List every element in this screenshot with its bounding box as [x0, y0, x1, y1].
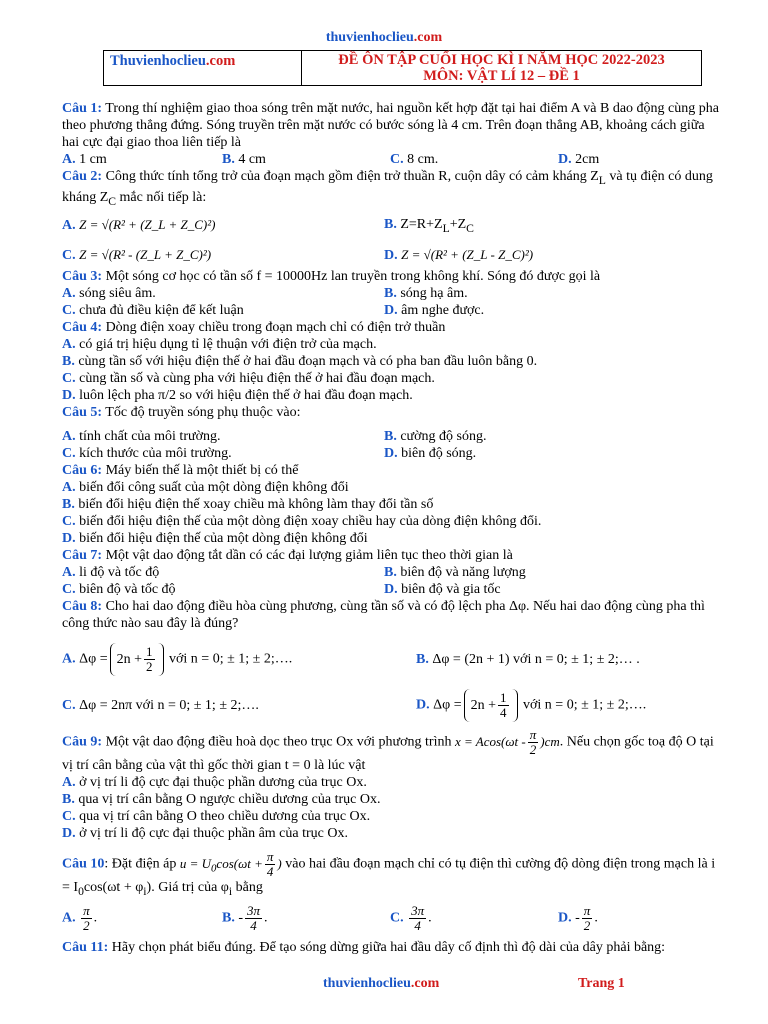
- q8-options-ab: [62, 638, 722, 680]
- q4-option-a[interactable]: A. có giá trị hiệu dụng tỉ lệ thuận với điện trở của mạch.: [62, 337, 377, 353]
- q7-option-b[interactable]: B. biên độ và năng lượng: [384, 565, 526, 581]
- header-site: Thuvienhoclieu.com: [104, 51, 302, 85]
- q4-option-d[interactable]: D. luôn lệch pha π/2 so với hiệu điện thế ở hai đầu đoạn mạch.: [62, 388, 413, 404]
- question-8: Câu 8: Cho hai dao động điều hòa cùng phương, cùng tần số và có độ lệch pha Δφ. Nếu hai dao động cùng pha thì công thức nào sau đây là đúng?: [62, 599, 705, 632]
- q1-option-d[interactable]: D. 2cm: [558, 152, 600, 167]
- q10-option-a[interactable]: A. $\frac{\pi}{2}$ .: [62, 903, 98, 934]
- q7-options-cd: [62, 581, 722, 598]
- q1-options: [62, 151, 722, 168]
- q9-option-c[interactable]: C. qua vị trí cân bằng O theo chiều dương của trục Ox.: [62, 809, 371, 825]
- question-6: Câu 6: Máy biến thế là một thiết bị có thể: [62, 463, 299, 479]
- q3-option-d[interactable]: D. âm nghe được.: [384, 303, 485, 319]
- q7-option-a[interactable]: A. li độ và tốc độ: [62, 565, 160, 581]
- exam-subject: MÔN: VẬT LÍ 12 – ĐỀ 1: [423, 68, 580, 84]
- question-11: Câu 11: Hãy chọn phát biểu đúng. Để tạo sóng dừng giữa hai đầu dây cố định thì độ dài của dây phải bằng:: [62, 940, 666, 956]
- q5-option-d[interactable]: D. biên độ sóng.: [384, 446, 477, 462]
- question-5: Câu 5: Tốc độ truyền sóng phụ thuộc vào:: [62, 405, 301, 421]
- q3-option-a[interactable]: A. sóng siêu âm.: [62, 286, 156, 302]
- q8-option-c[interactable]: C. Δφ = 2nπ với n = 0; ± 1; ± 2;….: [62, 697, 259, 713]
- q1-option-a[interactable]: A. 1 cm: [62, 152, 107, 167]
- q7-options-ab: [62, 564, 722, 581]
- q5-option-c[interactable]: C. kích thước của môi trường.: [62, 446, 232, 462]
- q3-option-c[interactable]: C. chưa đủ điều kiện để kết luận: [62, 303, 244, 319]
- q5-option-b[interactable]: B. cường độ sóng.: [384, 429, 487, 445]
- q8-option-b[interactable]: B. Δφ = (2n + 1) với n = 0; ± 1; ± 2;… .: [416, 651, 640, 667]
- q6-option-a[interactable]: A. biến đổi công suất của một dòng điện không đổi: [62, 480, 349, 496]
- q7-option-c[interactable]: C. biên độ và tốc độ: [62, 582, 176, 598]
- q10-options: [62, 904, 722, 933]
- q2-option-b[interactable]: B. $Z=R+Z_L+Z_C$: [384, 216, 474, 235]
- q8-options-cd: [62, 684, 722, 726]
- q3-options-ab: [62, 285, 722, 302]
- q10-option-c[interactable]: C. $\frac{3\pi}{4}$ .: [390, 903, 432, 934]
- question-9: Câu 9: Một vật dao động điều hoà dọc theo trục Ox với phương trình x = Acos(ωt - $\frac{\pi}{2}$ )cm. Nếu chọn gốc toạ độ O tại vị trí cân bằng của vật thì gốc thời gian t = 0 là lúc vật: [62, 727, 714, 774]
- q9-option-d[interactable]: D. ở vị trí li độ cực đại thuộc phần âm của trục Ox.: [62, 826, 348, 842]
- q2-option-d[interactable]: D. Z = √(R² + (Z_L - Z_C)²): [384, 247, 534, 264]
- q2-options-cd: [62, 246, 722, 264]
- q2-options-ab: [62, 216, 722, 237]
- q3-option-b[interactable]: B. sóng hạ âm.: [384, 286, 468, 302]
- footer-site: thuvienhoclieu.com: [323, 976, 440, 991]
- header-title: [302, 51, 701, 85]
- question-3: Câu 3: Một sóng cơ học có tần số f = 10000Hz lan truyền trong không khí. Sóng đó được gọi là: [62, 269, 601, 285]
- q9-equation: x = Acos(ωt - $\frac{\pi}{2}$ )cm: [454, 727, 560, 758]
- q9-option-b[interactable]: B. qua vị trí cân bằng O ngược chiều dương của trục Ox.: [62, 792, 381, 808]
- header-box: [103, 50, 702, 86]
- q10-option-b[interactable]: B. - $\frac{3\pi}{4}$ .: [222, 903, 268, 934]
- q7-option-d[interactable]: D. biên độ và gia tốc: [384, 582, 501, 598]
- q8-a-expr: 2n + $\frac{1}{2}$: [110, 643, 164, 676]
- q6-option-b[interactable]: B. biến đổi hiệu điện thế xoay chiều mà không làm thay đổi tần số: [62, 497, 434, 513]
- question-10: Câu 10: Đặt điện áp $u = U_0\cos(\omega t$ + $\frac{\pi}{4}$ ) vào hai đầu đoạn mạch chỉ có tụ điện thì cường độ dòng điện trong mạch là $i = I_0\cos(\omega t + \varphi_i)$. Giá trị của $\varphi_i$ bằng: [62, 849, 716, 899]
- page-number: Trang 1: [578, 976, 625, 991]
- q1-option-c[interactable]: C. 8 cm.: [390, 152, 439, 167]
- q4-option-c[interactable]: C. cùng tần số và cùng pha với hiệu điện thế ở hai đầu đoạn mạch.: [62, 371, 435, 387]
- q6-option-d[interactable]: D. biến đổi hiệu điện thế của một dòng điện không đổi: [62, 531, 368, 547]
- q1-option-b[interactable]: B. 4 cm: [222, 152, 266, 167]
- q5-options-cd: [62, 445, 722, 462]
- q2-option-a[interactable]: A. Z = √(R² + (Z_L + Z_C)²): [62, 216, 216, 233]
- question-7: Câu 7: Một vật dao động tắt dần có các đại lượng giảm liên tục theo thời gian là: [62, 548, 513, 564]
- question-2: Câu 2: Công thức tính tổng trở của đoạn mạch gồm điện trở thuần R, cuộn dây có cảm kháng $Z_L$ và tụ điện có dung kháng $Z_C$ mắc nối tiếp là:: [62, 169, 713, 208]
- q8-option-a[interactable]: A. Δφ = 2n + $\frac{1}{2}$ với n = 0; ± 1; ± 2;….: [62, 643, 293, 674]
- q4-option-b[interactable]: B. cùng tần số với hiệu điện thế ở hai đầu đoạn mạch và có pha ban đầu luôn bằng 0.: [62, 354, 538, 370]
- q2-option-c[interactable]: C. Z = √(R² - (Z_L + Z_C)²): [62, 247, 212, 264]
- q5-option-a[interactable]: A. tính chất của môi trường.: [62, 429, 221, 445]
- question-1: Câu 1: Trong thí nghiệm giao thoa sóng trên mặt nước, hai nguồn kết hợp đặt tại hai điểm A và B dao động cùng pha theo phương thẳng đứng. Sóng truyền trên mặt nước có bước sóng là 4 cm. Trên đoạn thẳng AB, khoảng cách giữa hai cực đại giao thoa liên tiếp là: [62, 101, 719, 150]
- q8-option-d[interactable]: D. Δφ = 2n + $\frac{1}{4}$ với n = 0; ± 1; ± 2;….: [416, 689, 647, 720]
- top-site-label: thuvienhoclieu.com: [325, 30, 443, 45]
- q10-option-d[interactable]: D. - $\frac{\pi}{2}$ .: [558, 903, 598, 934]
- q9-option-a[interactable]: A. ở vị trí li độ cực đại thuộc phần dương của trục Ox.: [62, 775, 367, 791]
- q5-options-ab: [62, 428, 722, 445]
- q6-option-c[interactable]: C. biến đổi hiệu điện thế của một dòng điện xoay chiều hay của dòng điện không đổi.: [62, 514, 542, 530]
- q10-equation: $u = U_0\cos(\omega t$ + $\frac{\pi}{4}$ ): [179, 849, 282, 880]
- exam-title: ĐỀ ÔN TẬP CUỐI HỌC KÌ I NĂM HỌC 2022-2023: [338, 52, 665, 68]
- q8-d-expr: 2n + $\frac{1}{4}$: [464, 689, 518, 722]
- question-list: [62, 100, 722, 956]
- q3-options-cd: [62, 302, 722, 319]
- question-4: Câu 4: Dòng điện xoay chiều trong đoạn mạch chỉ có điện trở thuần: [62, 320, 446, 336]
